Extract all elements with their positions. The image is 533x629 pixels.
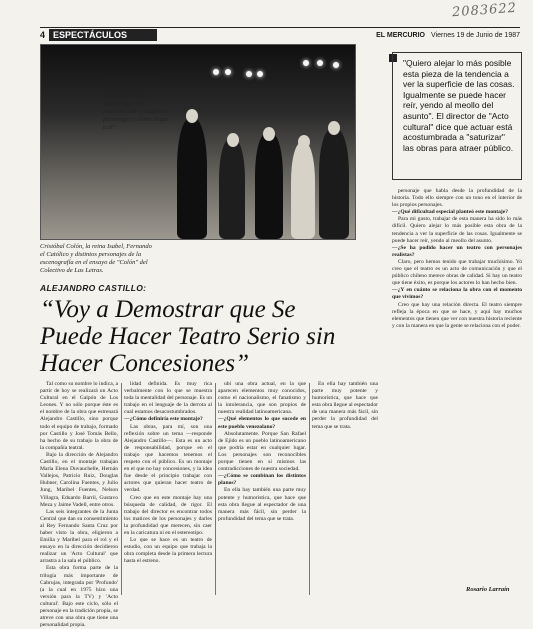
column-divider [121,383,122,595]
interview-question: —¿Qué elementos lo que sucede en este pueblo venezolano? [218,416,306,430]
article-column-1 [40,381,118,629]
article-column-2 [124,381,212,597]
interview-question: —¿Se ha podido hacer un teatro con personajes realistas? [392,244,522,258]
column-paragraph: Tal como su nombre lo indica, a partir de hoy se realizará un Acto Cultural en el Galpón de Los Leones. Y no sólo porque éste es el nombre de la obra que estrenará Alejandro Castillo, sino porque todo el equipo de trabajo, formado por Castillo y José Tomás Bello, ha hecho de su trabajo la obra de la compañía teatral. [40,381,118,451]
article-column-4 [392,188,522,584]
article-column-3 [218,381,306,597]
article-column-3b [312,381,378,597]
column-paragraph: lidad definida. Es muy rica verbalmente con lo que se muestra toda la mentalidad del personaje. Es un trabajo en el lenguaje de la derrota al cual estamos desacostumbrados. [124,381,212,416]
column-paragraph: Las obras, para mí, son una reflexión sobre un tema —responde Alejandro Castillo—. Esta es un acto de responsabilidad, porque en el trabajo que hacemos tenemos el respeto con el público. Es un montaje en el que no hay concesiones, y la idea fue desde el principio trabajar con actores que quieran hacer teatro de verdad. [124,423,212,494]
column-paragraph: Absolutamente. Porque San Rafael de Ejido es un pueblo latinoamericano que podría estar en cualquier lugar. Los personajes son reconocibles porque tienen en sí mismos las contradicciones de nuestra sociedad. [218,430,306,473]
section-title: ESPECTÁCULOS [49,29,157,41]
column-paragraph: Esta obra forma parte de la trilogía más importante de Cabrujas, integrada por 'Profundo' (a la cual en 1975 hizo una versión para la TV) y 'Acto cultural'. Bajo este ciclo, sólo el personaje en la tradición propia, se atreve con una obra que tiene una personalidad propia. [40,565,118,629]
newspaper-name: EL MERCURIO [376,31,425,39]
interview-question: —¿Cómo se combinan los distintos planos? [218,473,306,487]
article-kicker: ALEJANDRO CASTILLO: [40,283,147,293]
column-paragraph: ubí una obra actual, en la que aparecen elementos muy conocidos, como el nacionalismo, el fanatismo y la intolerancia, que son propios de nuestra realidad latinoamericana. [218,381,306,416]
page-number: 4 [40,30,46,40]
pull-quote-text: "Quiero alejar lo más posible esta pieza de la tendencia a ver la superficie de las cosas. Igualmente se puede hacer reír, yendo al meollo del asunto". El director de "Acto cultural" dice que actuar está acostumbrada a "saturizar" las obras para atraer público. [403,58,515,153]
interview-question: —¿Qué dificultad especial planteó este montaje? [392,209,509,216]
column-paragraph: Las seis integrantes de la Junta Central que dan su consentimiento al Rey Fernando Santa Cruz por haber visto la obra, eligieron a Emilia y Maribel para el rol y el ensayo en la dirección decidieron realizar un 'Acto Cultural' que arrastra a la sala el público. [40,508,118,565]
column-paragraph: Para mi gusto, trabajar de esta manera ha sido lo más difícil. Quiero alejar lo más posible esta obra de la tendencia a ver la superficie de las cosas. Igualmente se puede hacer reír, yendo al meollo del asunto. [392,216,522,244]
column-paragraph: personaje que habla desde la profundidad de la historia. Todo ello siempre con un tono en el interior de los propios personajes. [392,188,522,209]
interview-question: —¿Y en cuánto se relaciona la obra con el momento que vivimos? [392,287,522,301]
column-divider [309,383,310,595]
publication-date: Viernes 19 de Junio de 1987 [431,31,520,39]
column-paragraph: Lo que se hace es un teatro de estudio, con un equipo que trabaja la obra completa desde la primera lectura hasta el estreno. [124,537,212,565]
column-divider [215,383,216,595]
interview-question: —¿Cómo definiría este montaje? [124,416,203,423]
masthead-info [376,32,520,39]
column-paragraph: Creo que hay una relación directa. El teatro siempre refleja la época en que se hace, y aquí hay muchos elementos que tienen que ver con nuestra historia reciente y con la manera en que la gente se relaciona con el poder. [392,301,522,329]
pull-quote-box [392,52,522,180]
photo-inset-caption: "Lo que se pretende es que ellos se vean a través de distintos espejos que nos muestran los verdaderos personajes y cómo llegar a el". [103,76,169,131]
column-paragraph: En ella hay también una parte muy potente y humorística, que hace que esta obra llegue al espectador de una manera más fácil, sin perder la profundidad del tema que se trata. [218,487,306,522]
article-photo [40,44,356,240]
column-paragraph: En ella hay también una parte muy potente y humorística, que hace que esta obra llegue al espectador de una manera más fácil, sin perder la profundidad del tema que se trata. [312,381,378,430]
column-paragraph: Bajo la dirección de Alejandro Castillo, en el montaje trabajan María Elena Duvauchelle, Hernán Vallejos, Patricio Ruiz, Douglas Hubner, Carolina Fuentes, y Julio Jung, Maribel Fuentes, Nelson Villagra, Eduardo Barril, Gustavo Meza y Jaime Vadell, entre otros. [40,451,118,508]
photo-caption: Cristóbal Colón, la reina Isabel, Fernando el Católico y distintos personajes de la escenografía en el ensayo de "Colón" del Colectivo de Las Letras. [40,243,152,274]
archive-handwritten-mark: 2083622 [451,0,518,21]
column-paragraph: Creo que en este montaje hay una búsqueda de calidad, de rigor. El trabajo del director es encontrar todos los matices de los personajes y darles la profundidad que merecen, sin caer en la caricatura ni en el estereotipo. [124,494,212,536]
article-headline: “Voy a Demostrar que Se Puede Hacer Teatro Serio sin Hacer Concesiones” [40,296,336,377]
author-signature: Rosario Larraín [466,586,510,593]
page-header [40,27,520,42]
column-paragraph: Claro, pero hemos tenido que trabajar muchísimo. Yo creo que el teatro es un acto de comunicación y que el público chileno merece obras de calidad. Si hay un teatro que tiene éxito, es porque los actores lo han hecho bien. [392,258,522,287]
